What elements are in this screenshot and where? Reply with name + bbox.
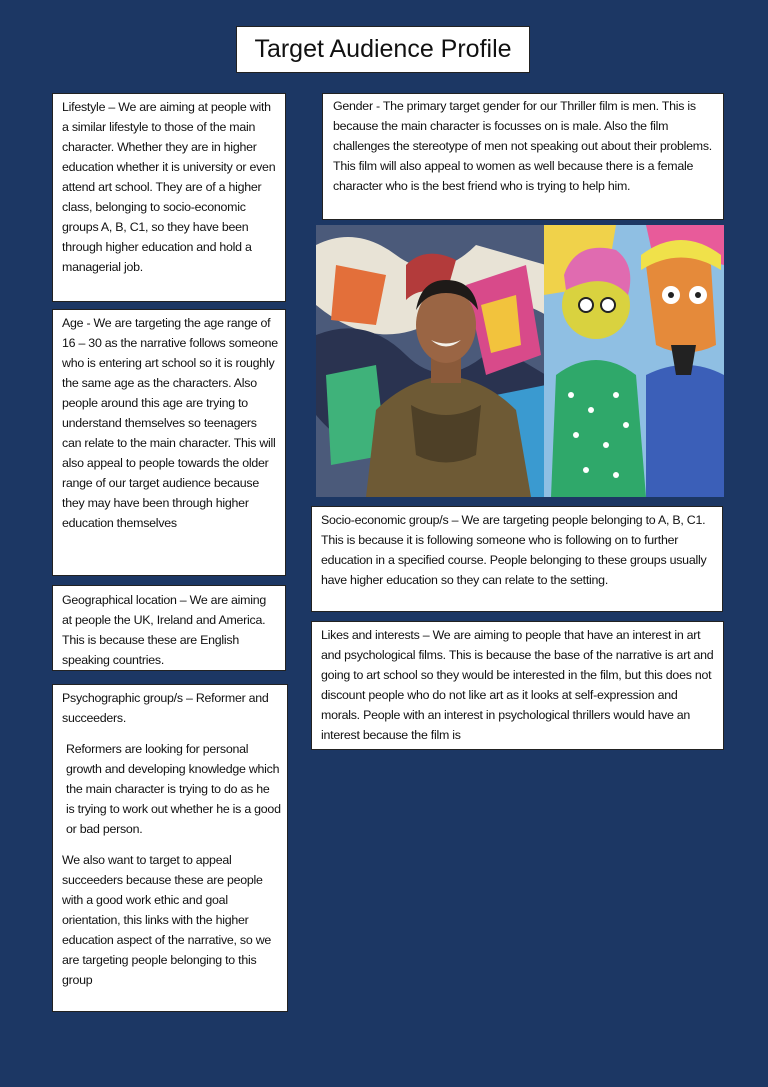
psychographic-heading: Psychographic group/s – Reformer and succeeders. — [62, 691, 269, 725]
geographical-location-text: Geographical location – We are aiming at people the UK, Ireland and America. This is because these are English speaking countries. — [62, 593, 267, 667]
age-text: Age - We are targeting the age range of 16 – 30 as the narrative follows someone who is entering art school so it is roughly the same age as the characters. Also people around this age are trying to understand themselves so teenagers can relate to the main character. This will also appeal to people towards the older range of our target audience because they may have been through higher education themselves — [62, 316, 278, 530]
likes-interests-text: Likes and interests – We are aiming to people that have an interest in art and psychological films. This is because the base of the narrative is art and going to art school so they would be interested in the film, but this does not discount people who do not like art as it looks at self-expression and morals. People with an interest in psychological thrillers would have an interest because the film is — [321, 628, 714, 742]
graffiti-portrait-photo — [316, 225, 724, 497]
geographical-location-box — [52, 585, 286, 671]
psychographic-paragraph-succeeders: We also want to target to appeal succeeders because these are people with a good work ethic and goal orientation, this links with the higher education aspect of the narrative, so we are targeting people belonging to this group — [62, 853, 272, 987]
gender-box — [322, 93, 724, 220]
lifestyle-text: Lifestyle – We are aiming at people with a similar lifestyle to those of the main character. Whether they are in higher education whether it is university or even attend art school. They are of a higher class, belonging to socio-economic groups A, B, C1, so they have been through higher education and hold a managerial job. — [62, 100, 276, 274]
age-box — [52, 309, 286, 576]
psychographic-box — [52, 684, 288, 1012]
psychographic-paragraph-reformers: Reformers are looking for personal growth and developing knowledge which the main character is trying to do as he is trying to work out whether he is a good or bad person. — [66, 742, 281, 836]
socio-economic-box — [311, 506, 723, 612]
socio-economic-text: Socio-economic group/s – We are targeting people belonging to A, B, C1. This is because it is following someone who is following on to further education in a specified course. People belonging to these groups usually have higher education so they can relate to the setting. — [321, 513, 707, 587]
lifestyle-box — [52, 93, 286, 302]
likes-interests-box — [311, 621, 724, 750]
page-title: Target Audience Profile — [236, 26, 530, 73]
gender-text: Gender - The primary target gender for our Thriller film is men. This is because the main character is focusses on is male. Also the film challenges the stereotype of men not speaking out about their problems. This film will also appeal to women as well because there is a female character who is the best friend who is trying to help him. — [333, 99, 712, 193]
